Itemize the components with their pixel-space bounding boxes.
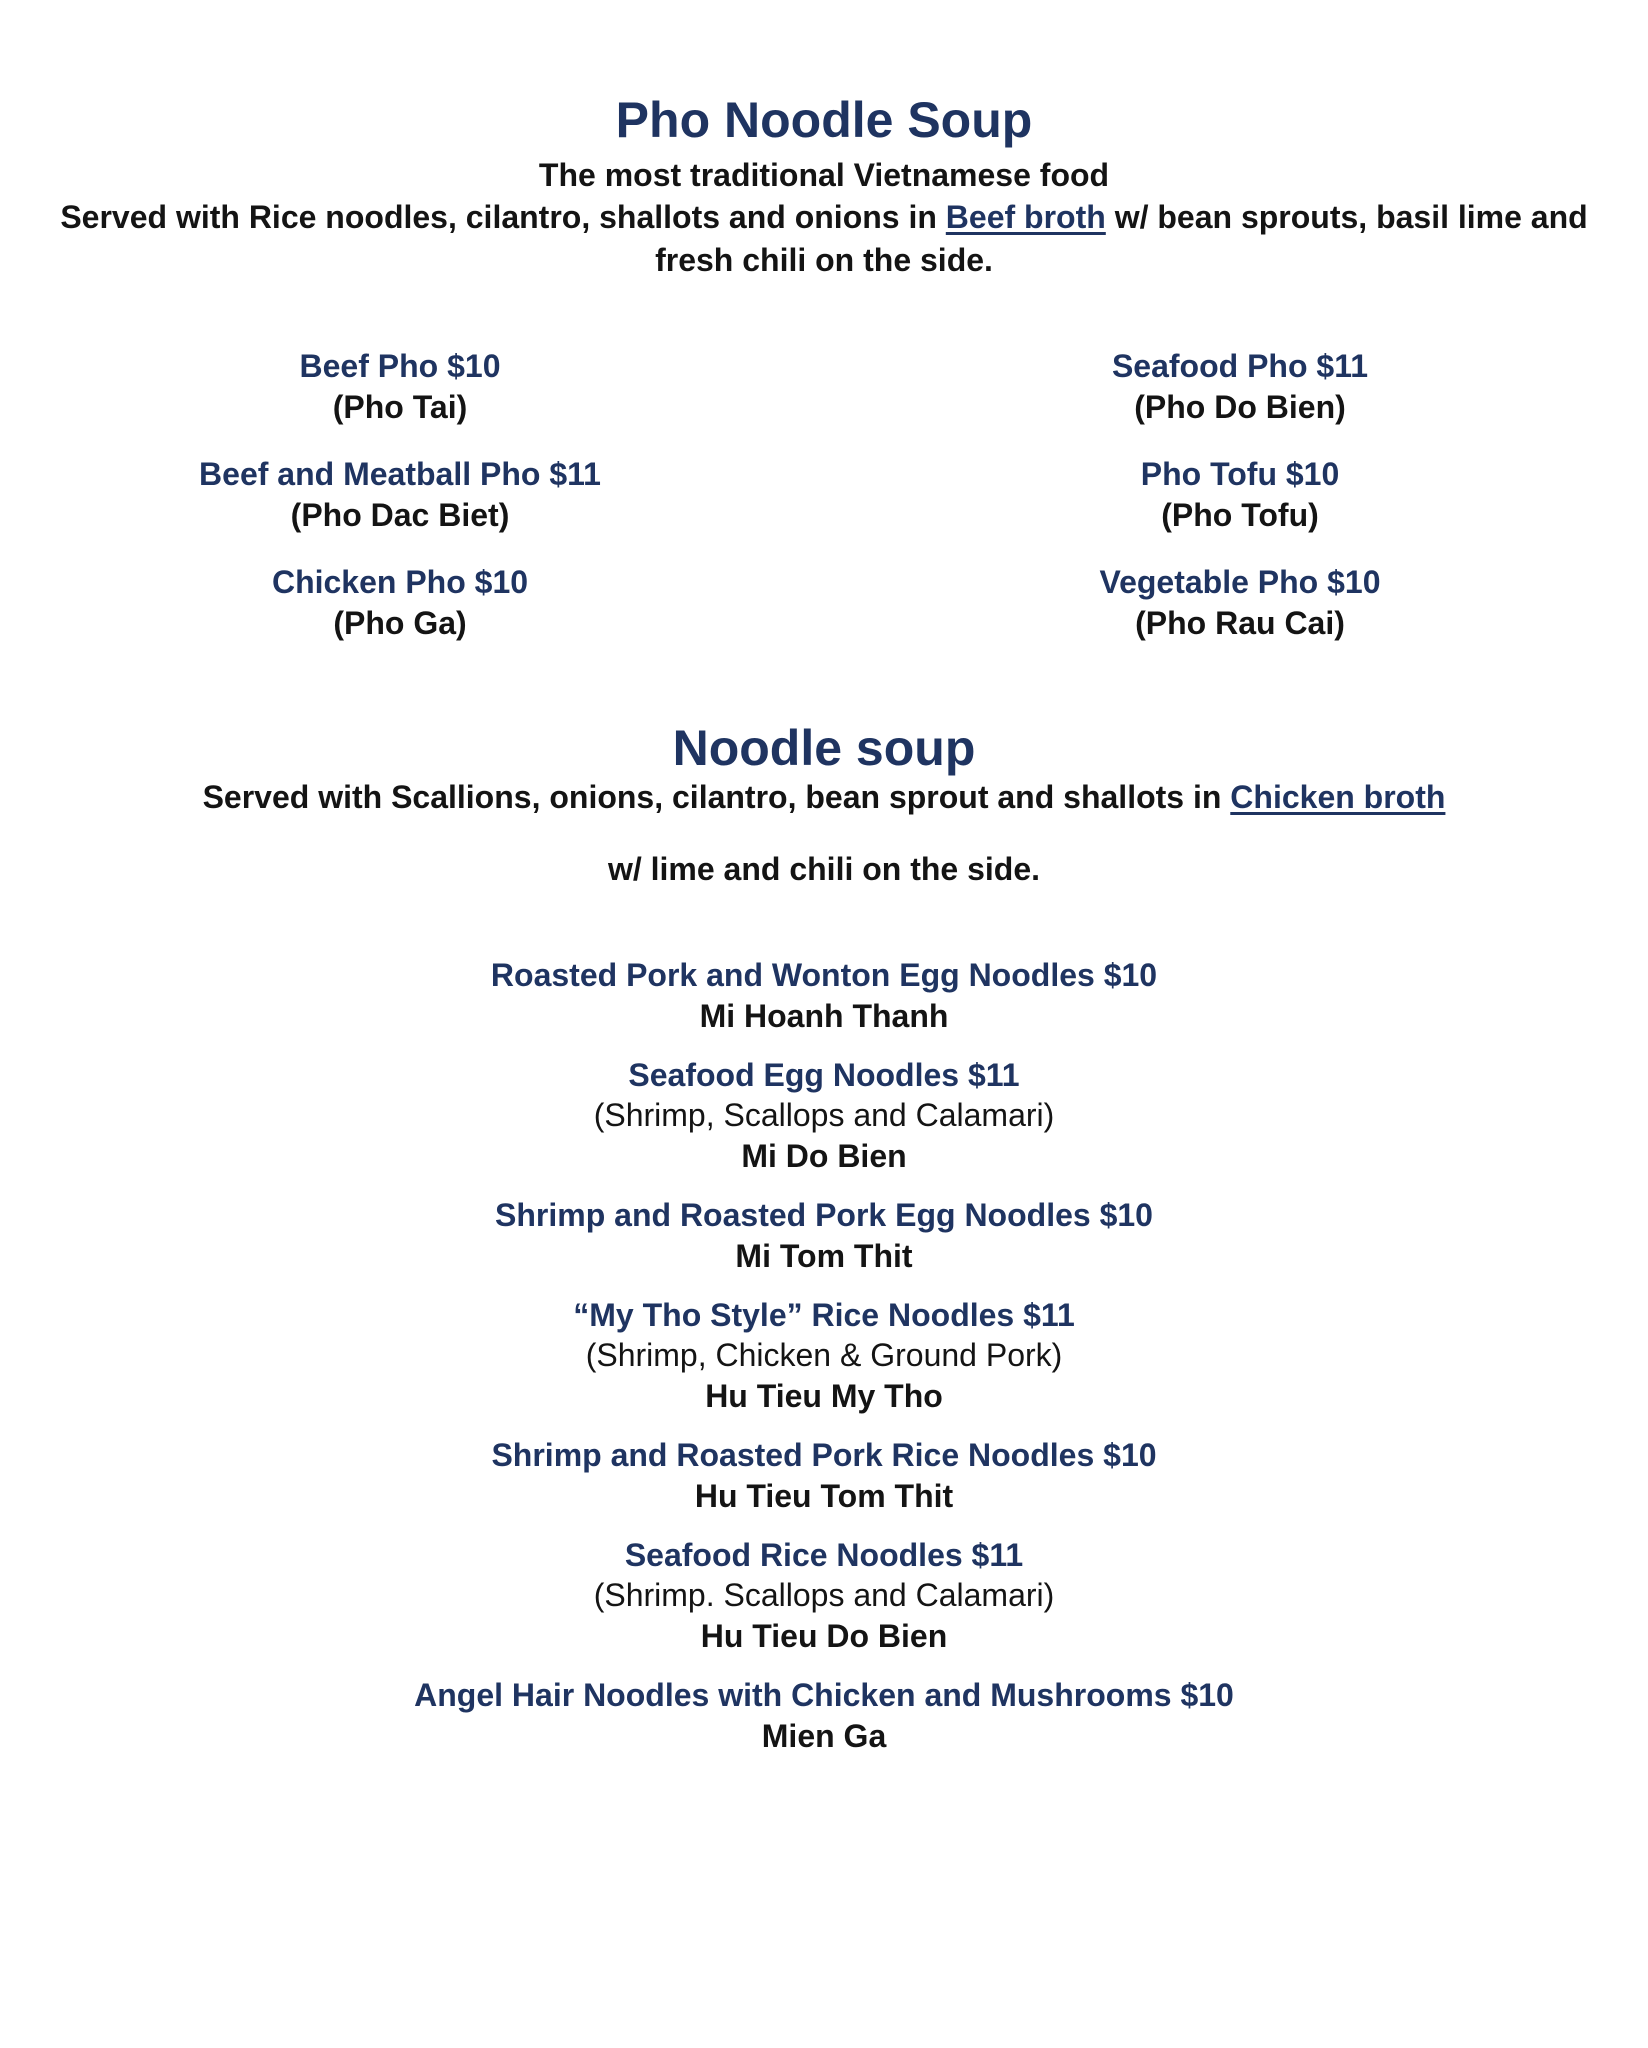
menu-item-detail: (Shrimp, Chicken & Ground Pork) <box>585 1337 1063 1373</box>
menu-item-detail: (Shrimp. Scallops and Calamari) <box>593 1577 1055 1613</box>
menu-item <box>120 346 680 454</box>
menu-item-name: Shrimp and Roasted Pork Egg Noodles $10 <box>495 1197 1153 1233</box>
menu-item-vietnamese-name: (Pho Dac Biet) <box>290 497 510 533</box>
menu-item-vietnamese-name: (Pho Tofu) <box>1161 497 1319 533</box>
menu-item-name: Roasted Pork and Wonton Egg Noodles $10 <box>490 957 1158 993</box>
menu-item-vietnamese-name: (Pho Ga) <box>333 605 467 641</box>
noodle-section-description-line2: w/ lime and chili on the side. <box>607 851 1041 887</box>
pho-section-subtitle: The most traditional Vietnamese food <box>538 157 1110 193</box>
menu-item-vietnamese-name: (Pho Rau Cai) <box>1135 605 1345 641</box>
menu-item <box>120 562 680 670</box>
chicken-broth-link: Chicken broth <box>1230 779 1446 815</box>
menu-item <box>960 454 1520 562</box>
noodle-section-description <box>0 776 1648 818</box>
pho-right-column <box>960 346 1520 670</box>
menu-item-vietnamese-name: (Pho Tai) <box>332 389 468 425</box>
pho-desc-text-end: w/ bean sprouts, basil lime and fresh chili on the side. <box>655 199 1588 278</box>
menu-item-name: Seafood Rice Noodles $11 <box>624 1537 1024 1573</box>
menu-item <box>0 1055 1648 1177</box>
menu-item-detail: (Shrimp, Scallops and Calamari) <box>593 1097 1055 1133</box>
menu-item <box>0 955 1648 1037</box>
pho-section-title: Pho Noodle Soup <box>615 92 1033 148</box>
menu-item-vietnamese-name: (Pho Do Bien) <box>1134 389 1346 425</box>
menu-item <box>0 1675 1648 1757</box>
menu-item-name: Vegetable Pho $10 <box>1099 564 1381 600</box>
pho-left-column <box>120 346 680 670</box>
menu-item-name: “My Tho Style” Rice Noodles $11 <box>573 1297 1075 1333</box>
menu-item-vietnamese-name: Mi Do Bien <box>741 1138 907 1174</box>
noodle-item-list <box>0 955 1648 1775</box>
menu-item-vietnamese-name: Mi Tom Thit <box>735 1238 913 1274</box>
menu-item-name: Beef Pho $10 <box>299 348 501 384</box>
menu-item-vietnamese-name: Mien Ga <box>761 1718 887 1754</box>
menu-item-name: Angel Hair Noodles with Chicken and Mushrooms $10 <box>414 1677 1234 1713</box>
menu-item-name: Pho Tofu $10 <box>1140 456 1340 492</box>
menu-item-vietnamese-name: Hu Tieu My Tho <box>705 1378 943 1414</box>
menu-item <box>0 1295 1648 1417</box>
menu-item <box>120 454 680 562</box>
menu-item-name: Seafood Egg Noodles $11 <box>628 1057 1020 1093</box>
pho-desc-text: Served with Rice noodles, cilantro, shallots and onions in <box>60 199 946 235</box>
menu-item-name: Shrimp and Roasted Pork Rice Noodles $10 <box>491 1437 1157 1473</box>
pho-section-description <box>30 196 1618 282</box>
noodle-desc-text: Served with Scallions, onions, cilantro, bean sprout and shallots in <box>202 779 1231 815</box>
menu-item <box>960 346 1520 454</box>
noodle-section-title: Noodle soup <box>672 720 976 776</box>
menu-item-vietnamese-name: Mi Hoanh Thanh <box>699 998 949 1034</box>
menu-item-vietnamese-name: Hu Tieu Do Bien <box>700 1618 948 1654</box>
menu-item-name: Seafood Pho $11 <box>1111 348 1369 384</box>
menu-item <box>0 1195 1648 1277</box>
menu-item <box>0 1535 1648 1657</box>
menu-item-name: Beef and Meatball Pho $11 <box>199 456 601 492</box>
menu-item <box>0 1435 1648 1517</box>
menu-item-name: Chicken Pho $10 <box>271 564 529 600</box>
menu-item <box>960 562 1520 670</box>
beef-broth-link: Beef broth <box>945 199 1106 235</box>
menu-item-vietnamese-name: Hu Tieu Tom Thit <box>694 1478 954 1514</box>
